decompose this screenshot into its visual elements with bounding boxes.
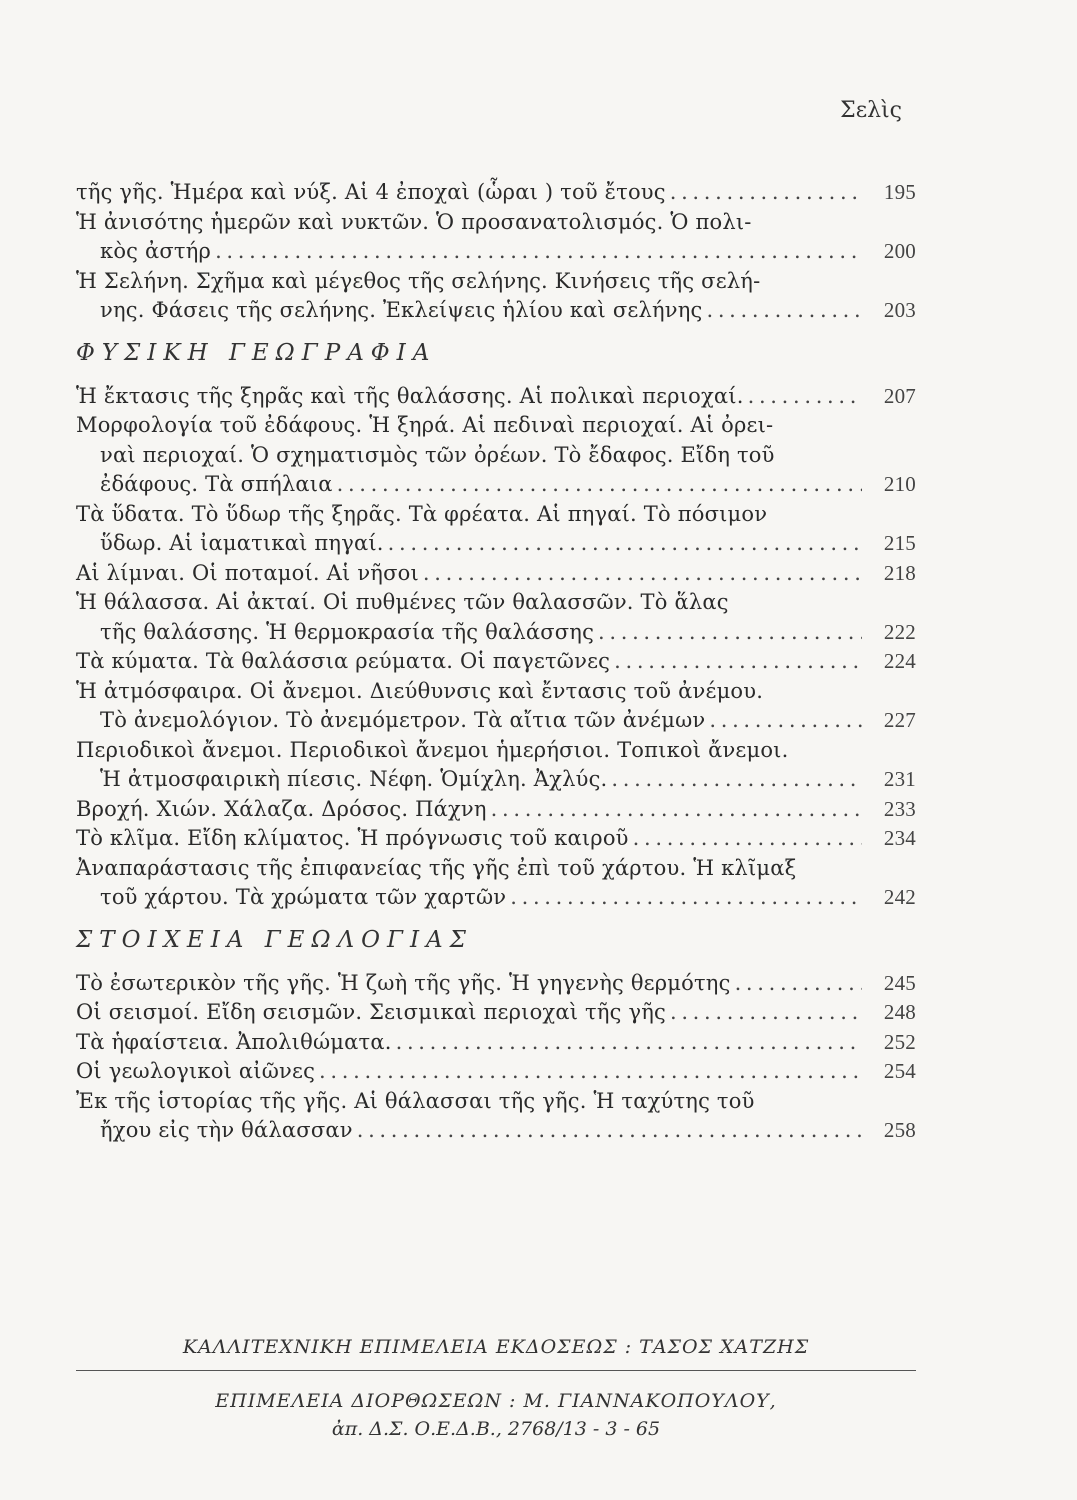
toc-entry-line	[76, 559, 916, 589]
toc-page-number: 242	[883, 885, 916, 909]
toc-page-number: 222	[883, 619, 916, 644]
toc-entry-line	[76, 529, 916, 559]
toc-entry-text: Τὰ ὕδατα. Τὸ ὕδωρ τῆς ξηρᾶς. Τὰ φρέατα. Αἱ πηγαί. Τὸ πόσιμον	[76, 501, 768, 526]
toc-entry-line	[76, 208, 916, 238]
toc-page-number: 227	[883, 708, 916, 732]
leader-dots	[709, 706, 862, 736]
toc-page-number: 252	[883, 1029, 916, 1054]
toc-entry-text: ἐδάφους. Τὰ σπήλαια	[100, 472, 333, 496]
leader-dots	[706, 296, 862, 326]
toc-group-astronomy	[76, 178, 916, 326]
toc-entry-text: τοῦ χάρτου. Τὰ χρώματα τῶν χαρτῶν	[100, 885, 507, 909]
toc-page-number: 234	[883, 826, 916, 850]
leader-dots	[611, 765, 862, 795]
toc-entry-line	[76, 411, 916, 441]
leader-dots	[598, 618, 862, 648]
toc-entry	[76, 267, 916, 326]
toc-entry	[76, 1087, 916, 1146]
leader-dots	[510, 883, 862, 913]
toc-entry	[76, 647, 916, 677]
toc-entry-text: τῆς γῆς. Ἡμέρα καὶ νύξ. Αἱ 4 ἐποχαὶ (ὧραι ) τοῦ ἔτους	[76, 180, 666, 204]
toc-page-number: 231	[883, 767, 916, 791]
toc-entry-text: ὕδωρ. Αἱ ἰαματικαὶ πηγαί.	[100, 531, 384, 555]
toc-entry-text: Ἡ ἀνισότης ἡμερῶν καὶ νυκτῶν. Ὁ προσανατολισμός. Ὁ πολι-	[76, 209, 752, 234]
toc-entry-text: Οἱ σεισμοί. Εἴδη σεισμῶν. Σεισμικαὶ περιοχαὶ τῆς γῆς	[76, 1000, 666, 1024]
toc-entry-text: Τὸ κλῖμα. Εἴδη κλίματος. Ἡ πρόγνωσις τοῦ καιροῦ	[76, 826, 629, 850]
toc-page-number: 203	[883, 298, 916, 322]
toc-page-number: 258	[883, 1118, 916, 1142]
toc-entry-line	[76, 736, 916, 766]
toc-entry-line	[76, 969, 916, 999]
toc-page-number: 200	[883, 239, 916, 263]
toc-group-physical-geography	[76, 382, 916, 913]
toc-entry-line	[76, 998, 916, 1028]
toc-entry-line	[76, 1116, 916, 1146]
toc-entry	[76, 588, 916, 647]
toc-page-number: 215	[883, 531, 916, 555]
toc-entry-line	[76, 854, 916, 884]
toc-page-number: 207	[883, 383, 916, 408]
toc-page-number: 210	[883, 472, 916, 496]
toc-entry-line	[76, 267, 916, 297]
leader-dots	[633, 824, 862, 854]
toc-entry	[76, 736, 916, 795]
toc-entry-text: Ἡ ἔκτασις τῆς ξηρᾶς καὶ τῆς θαλάσσης. Αἱ πολικαὶ περιοχαί.	[76, 383, 744, 408]
toc-entry-text: Αἱ λίμναι. Οἱ ποταμοί. Αἱ νῆσοι	[76, 560, 419, 585]
toc-entry-line	[76, 237, 916, 267]
leader-dots	[357, 1116, 862, 1146]
table-of-contents	[76, 178, 916, 1146]
toc-entry-text: ναὶ περιοχαί. Ὁ σχηματισμὸς τῶν ὀρέων. Τὸ ἔδαφος. Εἴδη τοῦ	[100, 442, 775, 467]
toc-entry-text: ἤχου εἰς τὴν θάλασσαν	[100, 1118, 353, 1142]
toc-entry	[76, 1057, 916, 1087]
toc-entry	[76, 208, 916, 267]
toc-entry-line	[76, 382, 916, 412]
toc-entry-text: Τὸ ἀνεμολόγιον. Τὸ ἀνεμόμετρον. Τὰ αἴτια τῶν ἀνέμων	[100, 708, 706, 732]
leader-dots	[388, 529, 862, 559]
toc-entry-text: Τὸ ἐσωτερικὸν τῆς γῆς. Ἡ ζωὴ τῆς γῆς. Ἡ γηγενὴς θερμότης	[76, 970, 731, 995]
toc-entry-text: Τὰ ἡφαίστεια. Ἀπολιθώματα.	[76, 1029, 392, 1054]
toc-entry-line	[76, 296, 916, 326]
toc-entry-line	[76, 1087, 916, 1117]
toc-entry-line	[76, 441, 916, 471]
divider	[76, 1370, 916, 1371]
toc-entry-text: Τὰ κύματα. Τὰ θαλάσσια ρεύματα. Οἱ παγετῶνες	[76, 649, 611, 673]
toc-page-number: 224	[883, 649, 916, 673]
toc-entry-text: Ἡ Σελήνη. Σχῆμα καὶ μέγεθος τῆς σελήνης. Κινήσεις τῆς σελή-	[76, 268, 761, 293]
toc-entry-text: Οἱ γεωλογικοὶ αἰῶνες	[76, 1059, 316, 1083]
toc-entry-text: Ἐκ τῆς ἱστορίας τῆς γῆς. Αἱ θάλασσαι τῆς γῆς. Ἡ ταχύτης τοῦ	[76, 1088, 755, 1113]
toc-entry-text: Ἡ ἀτμόσφαιρα. Οἱ ἄνεμοι. Διεύθυνσις καὶ ἔντασις τοῦ ἀνέμου.	[76, 678, 764, 703]
toc-entry	[76, 178, 916, 208]
toc-entry-line	[76, 618, 916, 648]
toc-entry-text: Βροχή. Χιών. Χάλαζα. Δρόσος. Πάχνη	[76, 796, 487, 821]
credit-reference: ἀπ. Δ.Σ. Ο.Ε.Δ.Β., 2768/13 - 3 - 65	[331, 1418, 661, 1440]
toc-entry-text: νης. Φάσεις τῆς σελήνης. Ἐκλείψεις ἡλίου καὶ σελήνης	[100, 298, 703, 322]
section-title-geology: ΣΤΟΙΧΕΙΑ ΓΕΩΛΟΓΙΑΣ	[76, 926, 473, 953]
toc-entry-text: Μορφολογία τοῦ ἐδάφους. Ἡ ξηρά. Αἱ πεδιναὶ περιοχαί. Αἱ ὀρει-	[76, 413, 774, 437]
toc-entry	[76, 795, 916, 825]
toc-entry-line	[76, 765, 916, 795]
toc-entry	[76, 854, 916, 913]
toc-entry	[76, 1028, 916, 1058]
toc-entry-text: Περιοδικοὶ ἄνεμοι. Περιοδικοὶ ἄνεμοι ἡμερήσιοι. Τοπικοὶ ἄνεμοι.	[76, 737, 789, 762]
toc-page-number: 248	[883, 1000, 916, 1024]
toc-entry-line	[76, 795, 916, 825]
page-column-header: Σελὶς	[840, 98, 902, 123]
leader-dots	[748, 382, 862, 412]
leader-dots	[215, 237, 862, 267]
leader-dots	[670, 178, 862, 208]
toc-entry-line	[76, 647, 916, 677]
toc-entry	[76, 969, 916, 999]
leader-dots	[614, 647, 862, 677]
toc-entry-text: κὸς ἀστήρ	[100, 239, 212, 263]
toc-entry-text: Ἡ ἀτμοσφαιρικὴ πίεσις. Νέφη. Ὁμίχλη. Ἀχλύς.	[100, 767, 608, 791]
toc-page-number: 233	[883, 796, 916, 821]
toc-entry-text: Ἡ θάλασσα. Αἱ ἀκταί. Οἱ πυθμένες τῶν θαλασσῶν. Τὸ ἅλας	[76, 590, 729, 614]
section-title-physical-geography: ΦΥΣΙΚΗ ΓΕΩΓΡΑΦΙΑ	[76, 339, 437, 366]
leader-dots	[423, 559, 862, 589]
toc-entry	[76, 824, 916, 854]
toc-group-geology	[76, 969, 916, 1146]
leader-dots	[491, 795, 862, 825]
toc-entry-line	[76, 500, 916, 530]
credit-proofreading: ΕΠΙΜΕΛΕΙΑ ΔΙΟΡΘΩΣΕΩΝ : Μ. ΓΙΑΝΝΑΚΟΠΟΥΛΟΥ,	[215, 1390, 777, 1412]
credit-artistic-editing: ΚΑΛΛΙΤΕΧΝΙΚΗ ΕΠΙΜΕΛΕΙΑ ΕΚΔΟΣΕΩΣ : ΤΑΣΟΣ ΧΑΤΖΗΣ	[182, 1336, 810, 1358]
toc-entry	[76, 500, 916, 559]
toc-entry	[76, 998, 916, 1028]
toc-entry	[76, 677, 916, 736]
toc-page-number: 218	[883, 560, 916, 585]
toc-entry-line	[76, 588, 916, 618]
toc-entry-line	[76, 883, 916, 913]
credits	[76, 1336, 916, 1443]
toc-entry-line	[76, 1057, 916, 1087]
toc-entry	[76, 411, 916, 500]
leader-dots	[337, 470, 862, 500]
toc-entry-line	[76, 1028, 916, 1058]
leader-dots	[396, 1028, 862, 1058]
leader-dots	[735, 969, 862, 999]
toc-entry-line	[76, 178, 916, 208]
toc-entry	[76, 382, 916, 412]
toc-page-number: 195	[883, 180, 916, 204]
toc-entry-line	[76, 470, 916, 500]
toc-page-number: 245	[883, 970, 916, 995]
toc-entry-line	[76, 706, 916, 736]
toc-page-number: 254	[883, 1059, 916, 1083]
toc-entry-line	[76, 824, 916, 854]
toc-entry-line	[76, 677, 916, 707]
toc-entry	[76, 559, 916, 589]
leader-dots	[319, 1057, 862, 1087]
toc-entry-text: τῆς θαλάσσης. Ἡ θερμοκρασία τῆς θαλάσσης	[100, 619, 595, 644]
leader-dots	[670, 998, 862, 1028]
toc-entry-text: Ἀναπαράστασις τῆς ἐπιφανείας τῆς γῆς ἐπὶ τοῦ χάρτου. Ἡ κλῖμαξ	[76, 855, 797, 880]
